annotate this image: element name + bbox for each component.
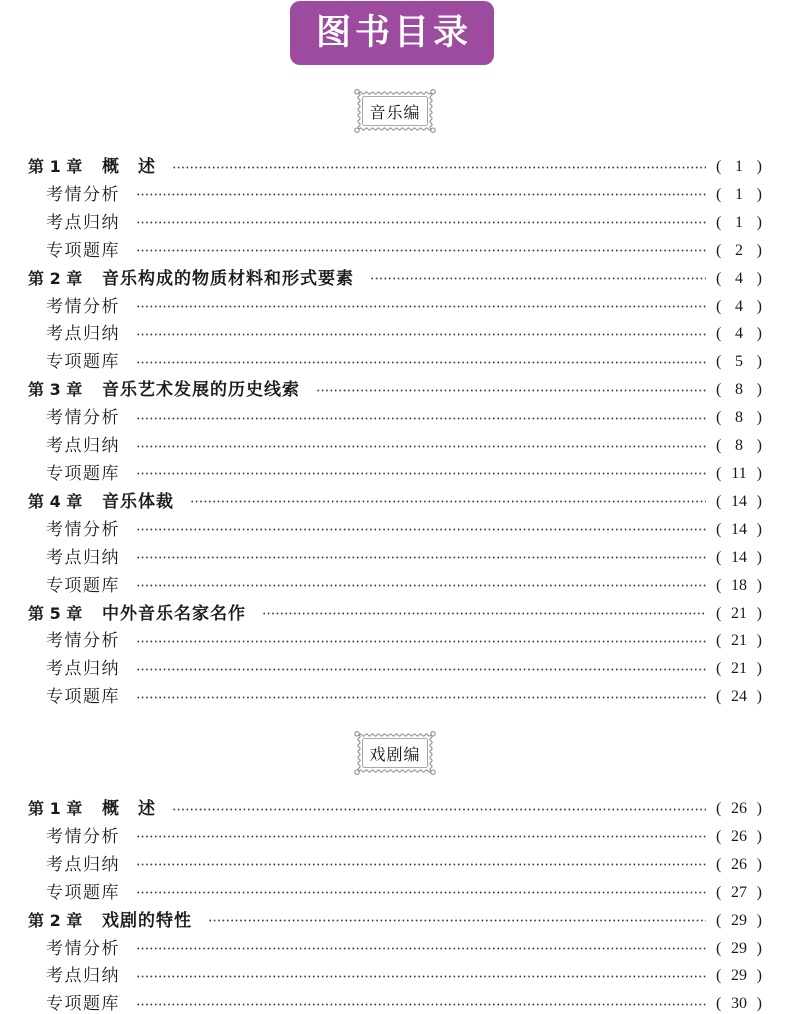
entry-title: 考点归纳 — [46, 659, 120, 680]
dot-leader — [136, 863, 706, 866]
entry-title: 考点归纳 — [46, 547, 120, 568]
entry-title: 专项题库 — [46, 352, 120, 373]
page-number-part: 29 — [731, 967, 747, 985]
page-number-part: 21 — [731, 660, 747, 678]
page-number-part: ) — [756, 297, 762, 315]
toc-entry-row — [28, 437, 762, 455]
dot-leader — [136, 584, 706, 587]
page-number-part: ) — [756, 381, 762, 399]
dot-leader — [136, 528, 706, 531]
page-number-part: ) — [756, 800, 762, 817]
page-number-part: ( — [716, 325, 722, 343]
page-number — [716, 940, 762, 958]
entry-title: 考情分析 — [46, 408, 120, 429]
dot-leader — [172, 808, 706, 811]
toc-entry-row — [28, 632, 762, 650]
page-number-part: 4 — [735, 269, 743, 287]
page-number-part: ( — [716, 827, 722, 845]
page-number-part: ) — [756, 967, 762, 985]
page-number-part: ) — [756, 911, 762, 929]
dot-leader — [136, 835, 706, 838]
toc-entry-row — [28, 353, 762, 371]
page-number-part: ( — [716, 800, 722, 817]
dot-leader — [136, 361, 706, 364]
chapter-number: 第 2 章 — [28, 910, 83, 930]
entry-title: 考情分析 — [46, 826, 120, 847]
page-number-part: ( — [716, 158, 722, 175]
page-number-part: 21 — [731, 632, 747, 650]
page-number-part: ) — [756, 688, 762, 706]
dot-leader — [136, 417, 706, 420]
chapter-title: 戏剧的特性 — [102, 910, 192, 931]
toc-entry-row — [28, 186, 762, 204]
toc-entry-row — [28, 995, 762, 1013]
toc-entry-row — [28, 967, 762, 985]
page-number — [716, 493, 762, 511]
chapter-title: 音乐艺术发展的历史线索 — [102, 380, 300, 401]
page-number — [716, 995, 762, 1013]
page-number — [716, 521, 762, 539]
part-heading-frame — [353, 731, 437, 775]
toc-entry-row — [28, 521, 762, 539]
dot-leader — [136, 333, 706, 336]
toc-chapter-row — [28, 158, 762, 176]
page-number-part: ) — [756, 604, 762, 622]
chapter-title: 概 述 — [102, 157, 156, 177]
toc-entry-row — [28, 828, 762, 846]
part-heading-frame — [353, 89, 437, 133]
page-number — [716, 242, 762, 260]
page-number-part: ( — [716, 213, 722, 231]
page-number-part: ) — [756, 325, 762, 343]
page-number-part: ) — [756, 883, 762, 901]
chapter-title: 中外音乐名家名作 — [102, 603, 246, 624]
page-number-part: 1 — [735, 185, 743, 203]
toc-entry-row — [28, 884, 762, 902]
page-number-part: ( — [716, 520, 722, 538]
toc-entry-row — [28, 325, 762, 343]
toc-chapter-row — [28, 605, 762, 623]
page-number — [716, 325, 762, 343]
page-number-part: ) — [756, 185, 762, 203]
entry-title: 考情分析 — [46, 631, 120, 652]
page-number — [716, 688, 762, 706]
toc-chapter-row — [28, 270, 762, 288]
dot-leader — [136, 891, 706, 894]
entry-title: 考点归纳 — [46, 436, 120, 457]
page-number-part: 14 — [731, 548, 747, 566]
entry-title: 专项题库 — [46, 575, 120, 596]
page-number-part: ( — [716, 995, 722, 1013]
page-number-part: 14 — [731, 520, 747, 538]
entry-title: 考情分析 — [46, 938, 120, 959]
page-number-part: ) — [756, 827, 762, 845]
entry-title: 专项题库 — [46, 463, 120, 484]
page-number-part: 5 — [735, 353, 743, 371]
dot-leader — [136, 640, 706, 643]
page-number — [716, 577, 762, 595]
toc-entry-row — [28, 242, 762, 260]
chapter-number: 第 4 章 — [28, 491, 83, 511]
page-number-part: ( — [716, 437, 722, 455]
page-number-part: ( — [716, 855, 722, 873]
page-number — [716, 186, 762, 204]
page-number-part: 11 — [731, 464, 747, 482]
page-number-part: ) — [756, 632, 762, 650]
page-number — [716, 353, 762, 371]
page-number — [716, 270, 762, 288]
page-number-part: ( — [716, 883, 722, 901]
chapter-number: 第 3 章 — [28, 380, 83, 400]
dot-leader — [172, 166, 706, 169]
page-number — [716, 437, 762, 455]
chapter-number: 第 5 章 — [28, 603, 83, 623]
toc-entry-row — [28, 856, 762, 874]
page-number-part: ( — [716, 353, 722, 371]
entry-title: 专项题库 — [46, 994, 120, 1014]
entry-title: 专项题库 — [46, 240, 120, 261]
page-number — [716, 828, 762, 846]
page-number-part: ( — [716, 911, 722, 929]
dot-leader — [136, 975, 706, 978]
page-number-part: ) — [756, 409, 762, 427]
dot-leader — [136, 445, 706, 448]
page-number-part: ) — [756, 353, 762, 371]
toc-entry-row — [28, 577, 762, 595]
dot-leader — [136, 947, 706, 950]
page-number-part: ) — [756, 576, 762, 594]
page-number-part: 26 — [731, 827, 747, 845]
part-heading: 音乐编 — [369, 102, 421, 122]
chapter-title: 概 述 — [102, 799, 156, 819]
page-number-part: 14 — [731, 492, 747, 510]
toc-entry-row — [28, 660, 762, 678]
page-number-part: ( — [716, 939, 722, 957]
page-number — [716, 214, 762, 232]
page-number — [716, 856, 762, 874]
page-number-part: ) — [756, 995, 762, 1013]
toc-chapter-row — [28, 800, 762, 818]
dot-leader — [208, 919, 706, 922]
dot-leader — [262, 612, 706, 615]
entry-title: 考点归纳 — [46, 212, 120, 233]
page-number-part: 4 — [735, 325, 743, 343]
page-number-part: ( — [716, 297, 722, 315]
dot-leader — [136, 472, 706, 475]
page-number-part: ) — [756, 548, 762, 566]
toc-list — [28, 158, 762, 706]
page-number-part: ( — [716, 269, 722, 287]
page-number-part: ) — [756, 241, 762, 259]
entry-title: 考点归纳 — [46, 966, 120, 987]
chapter-number: 第 2 章 — [28, 268, 83, 288]
page-number-part: ( — [716, 409, 722, 427]
toc-part — [28, 89, 762, 706]
page-number-part: 2 — [735, 241, 743, 259]
page-number-part: ( — [716, 381, 722, 399]
page-number-part: ) — [756, 269, 762, 287]
page-number-part: ) — [756, 437, 762, 455]
page-number-part: ( — [716, 604, 722, 622]
page-number-part: ) — [756, 213, 762, 231]
page-number — [716, 605, 762, 623]
toc-chapter-row — [28, 493, 762, 511]
page-number-part: ( — [716, 492, 722, 510]
entry-title: 考情分析 — [46, 519, 120, 540]
page-number — [716, 632, 762, 650]
toc-entry-row — [28, 409, 762, 427]
toc-banner — [290, 1, 494, 65]
chapter-number: 第 1 章 — [28, 157, 83, 176]
entry-title: 考点归纳 — [46, 324, 120, 345]
dot-leader — [136, 249, 706, 252]
dot-leader — [370, 277, 706, 280]
entry-title: 考点归纳 — [46, 854, 120, 875]
toc-entry-row — [28, 549, 762, 567]
page-number — [716, 884, 762, 902]
dot-leader — [136, 1003, 706, 1006]
dot-leader — [136, 668, 706, 671]
page-number — [716, 158, 762, 176]
entry-title: 考情分析 — [46, 296, 120, 317]
page-number-part: 8 — [735, 409, 743, 427]
toc-chapter-row — [28, 381, 762, 399]
page-number-part: ( — [716, 576, 722, 594]
page-number — [716, 800, 762, 818]
page-number-part: ( — [716, 632, 722, 650]
chapter-number: 第 1 章 — [28, 799, 83, 818]
entry-title: 考情分析 — [46, 184, 120, 205]
page-number-part: ( — [716, 660, 722, 678]
page-number-part: ( — [716, 185, 722, 203]
dot-leader — [136, 221, 706, 224]
toc-chapter-row — [28, 912, 762, 930]
page-number — [716, 912, 762, 930]
toc-part — [28, 731, 762, 1013]
page-number-part: 26 — [731, 800, 747, 817]
dot-leader — [136, 696, 706, 699]
page-number-part: 8 — [735, 437, 743, 455]
page-number-part: 30 — [731, 995, 747, 1013]
page-number-part: 4 — [735, 297, 743, 315]
page-number-part: 8 — [735, 381, 743, 399]
page-number-part: 21 — [731, 604, 747, 622]
page-number-part: ) — [756, 855, 762, 873]
page-number-part: ( — [716, 464, 722, 482]
toc-entry-row — [28, 298, 762, 316]
page-number-part: 29 — [731, 911, 747, 929]
page-number — [716, 409, 762, 427]
toc-entry-row — [28, 940, 762, 958]
part-heading: 戏剧编 — [369, 744, 421, 764]
toc-entry-row — [28, 214, 762, 232]
dot-leader — [136, 193, 706, 196]
toc-list — [28, 800, 762, 1013]
chapter-title: 音乐构成的物质材料和形式要素 — [102, 268, 354, 289]
page-number-part: ( — [716, 548, 722, 566]
page-number-part: ( — [716, 967, 722, 985]
page-number — [716, 381, 762, 399]
page-number-part: ) — [756, 158, 762, 175]
toc-entry-row — [28, 465, 762, 483]
page-number-part: ) — [756, 660, 762, 678]
page-title: 图书目录 — [315, 12, 472, 53]
dot-leader — [136, 305, 706, 308]
page-number — [716, 967, 762, 985]
page-number-part: 27 — [731, 883, 747, 901]
page-number — [716, 465, 762, 483]
page-number-part: ) — [756, 939, 762, 957]
page-number-part: ( — [716, 241, 722, 259]
page-number-part: ( — [716, 688, 722, 706]
page-number-part: 1 — [735, 158, 743, 175]
page-number — [716, 298, 762, 316]
page-number-part: ) — [756, 464, 762, 482]
page-number — [716, 549, 762, 567]
page-number — [716, 660, 762, 678]
page-number-part: 26 — [731, 855, 747, 873]
dot-leader — [136, 556, 706, 559]
page-number-part: ) — [756, 492, 762, 510]
page-number-part: 29 — [731, 939, 747, 957]
dot-leader — [316, 389, 706, 392]
page-number-part: 1 — [735, 213, 743, 231]
page-number-part: ) — [756, 520, 762, 538]
toc-entry-row — [28, 688, 762, 706]
chapter-title: 音乐体裁 — [102, 491, 174, 512]
dot-leader — [190, 500, 706, 503]
page-number-part: 18 — [731, 576, 747, 594]
entry-title: 专项题库 — [46, 882, 120, 903]
page-number-part: 24 — [731, 688, 747, 706]
entry-title: 专项题库 — [46, 687, 120, 708]
